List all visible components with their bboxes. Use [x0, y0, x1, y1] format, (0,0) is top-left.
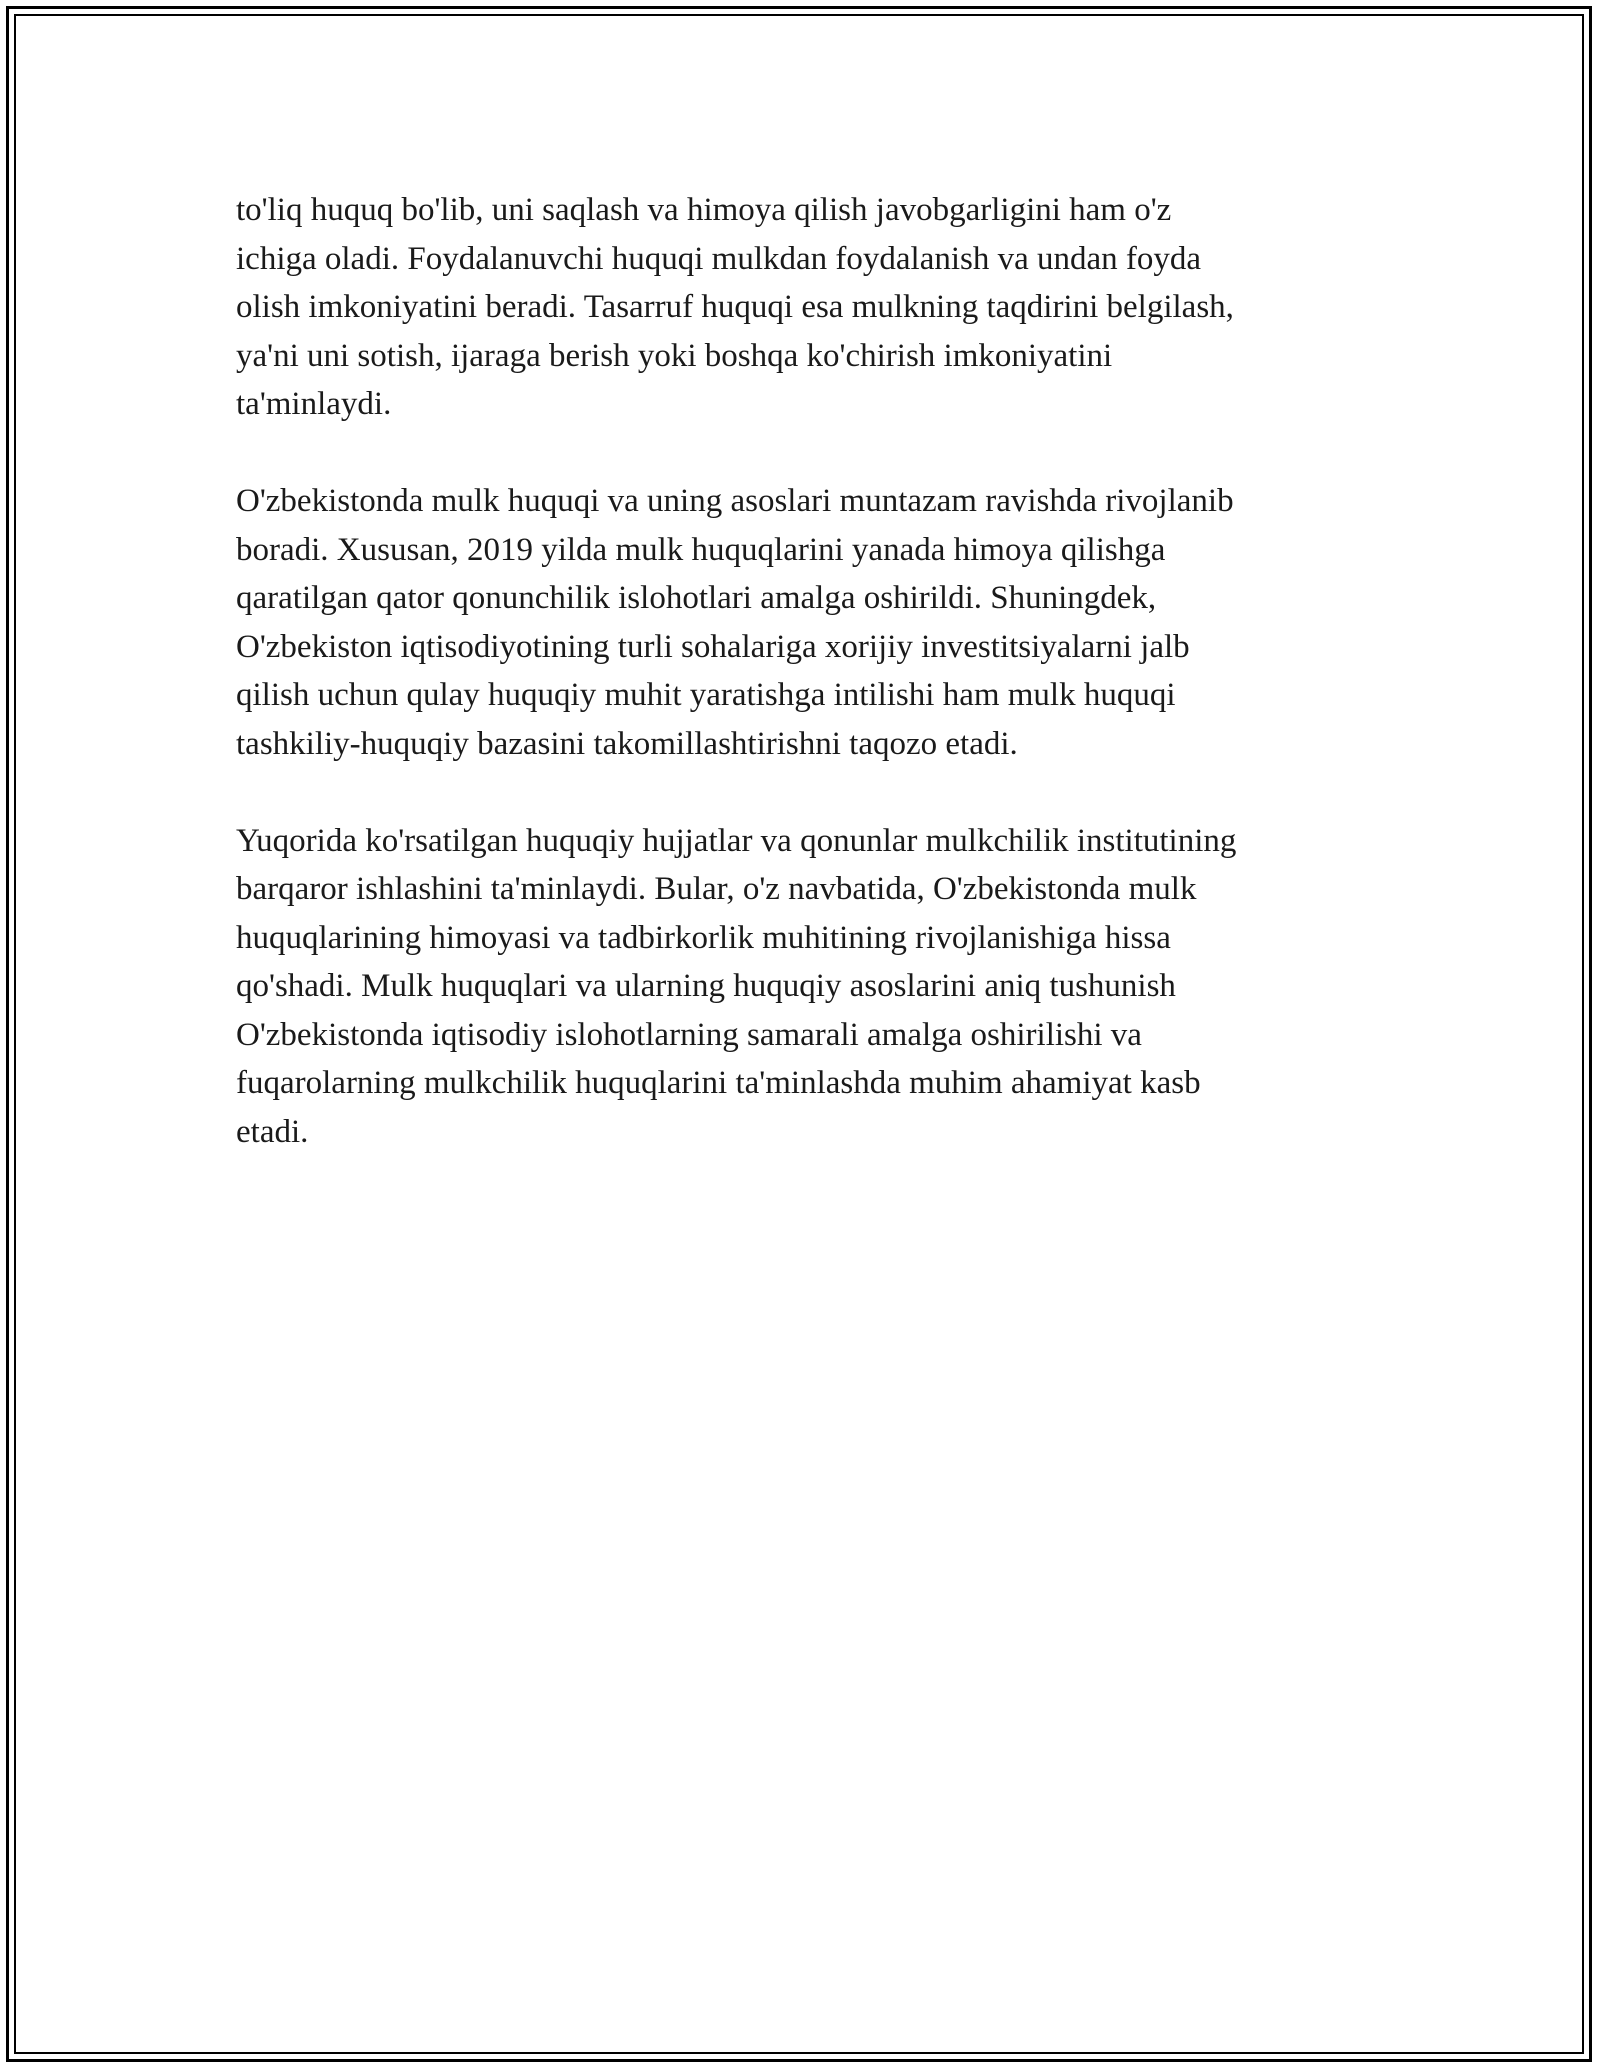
text-line: ta'minlaydi. — [236, 386, 392, 422]
text-line: tashkiliy-huquqiy bazasini takomillashtirishni taqozo etadi. — [236, 725, 1018, 762]
text-line: olish imkoniyatini beradi. Tasarruf huquqi esa mulkning taqdirini belgilash, — [236, 289, 1234, 325]
text-line: etadi. — [236, 1113, 309, 1150]
text-line: to'liq huquq bo'lib, uni saqlash va himoya qilish javobgarligini ham o'z — [236, 192, 1172, 228]
document-body — [236, 186, 1356, 1205]
text-line: qilish uchun qulay huquqiy muhit yaratishga intilishi ham mulk huquqi — [236, 677, 1176, 713]
text-line: ya'ni uni sotish, ijaraga berish yoki boshqa ko'chirish imkoniyatini — [236, 337, 1113, 374]
text-line: fuqarolarning mulkchilik huquqlarini ta'minlashda muhim ahamiyat kasb — [236, 1065, 1201, 1101]
paragraph-2 — [236, 477, 1356, 768]
text-line: O'zbekistonda iqtisodiy islohotlarning samarali amalga oshirilishi va — [236, 1016, 1142, 1053]
text-line: barqaror ishlashini ta'minlaydi. Bular, o'z navbatida, O'zbekistonda mulk — [236, 871, 1197, 907]
paragraph-1 — [236, 186, 1356, 429]
text-line: huquqlarining himoyasi va tadbirkorlik muhitining rivojlanishiga hissa — [236, 919, 1171, 956]
paragraph-3 — [236, 817, 1356, 1157]
text-line: qo'shadi. Mulk huquqlari va ularning huquqiy asoslarini aniq tushunish — [236, 968, 1176, 1004]
text-line: Yuqorida ko'rsatilgan huquqiy hujjatlar va qonunlar mulkchilik institutining — [236, 822, 1237, 859]
text-line: O'zbekistonda mulk huquqi va uning asoslari muntazam ravishda rivojlanib — [236, 483, 1234, 519]
text-line: boradi. Xususan, 2019 yilda mulk huquqlarini yanada himoya qilishga — [236, 531, 1166, 568]
text-line: qaratilgan qator qonunchilik islohotlari amalga oshirildi. Shuningdek, — [236, 580, 1157, 616]
text-line: O'zbekiston iqtisodiyotining turli sohalariga xorijiy investitsiyalarni jalb — [236, 628, 1190, 665]
text-line: ichiga oladi. Foydalanuvchi huquqi mulkdan foydalanish va undan foyda — [236, 240, 1202, 277]
